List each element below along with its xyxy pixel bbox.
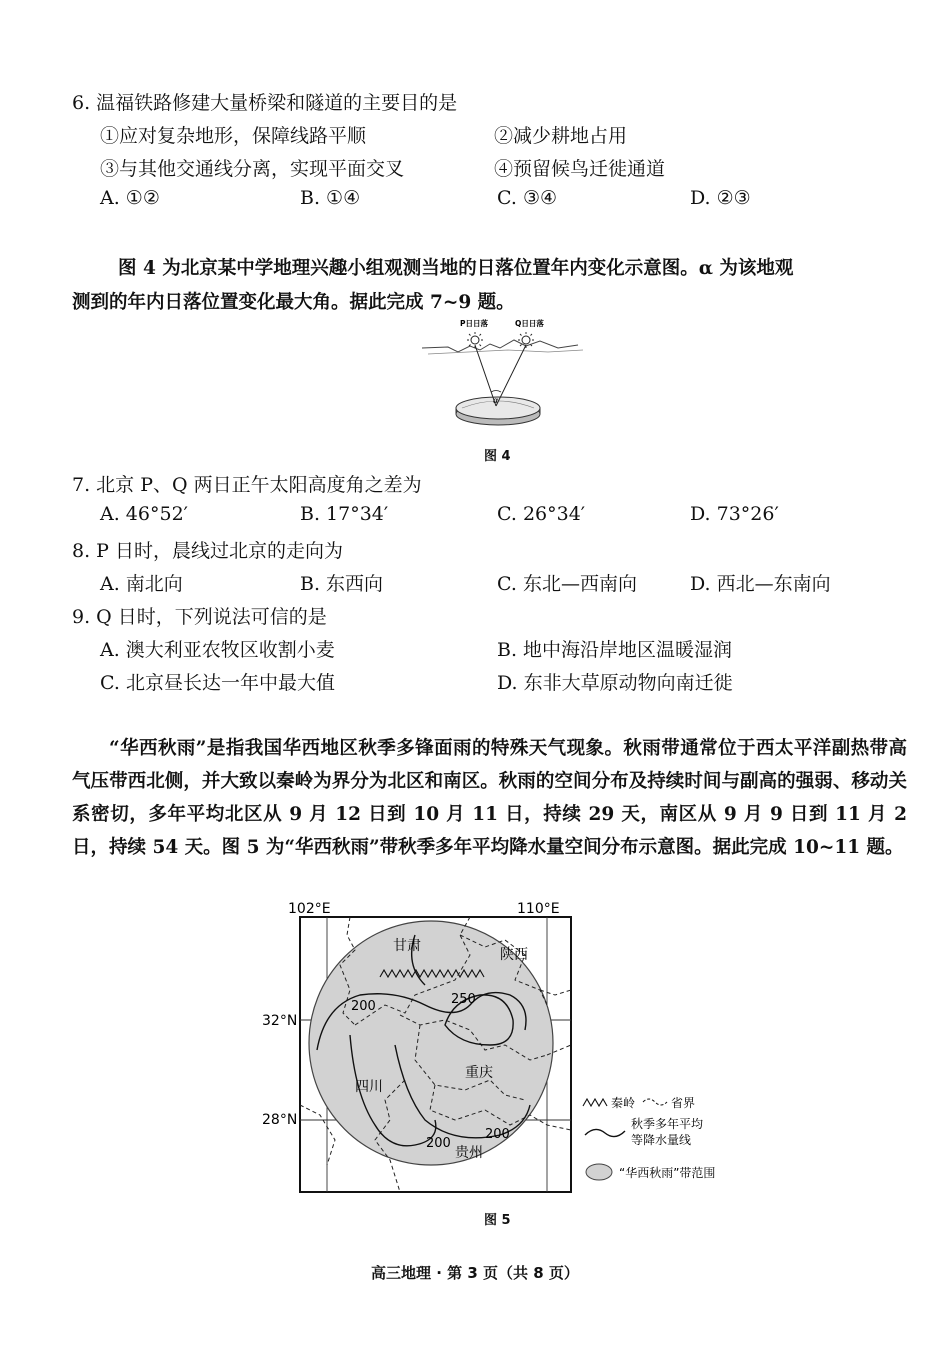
region-gansu: 甘肃 (393, 938, 421, 954)
q9-option-a: A. 澳大利亚农牧区收割小麦 (100, 639, 335, 661)
legend (583, 1095, 715, 1180)
q6-option-c: C. ③④ (497, 187, 558, 209)
fig5-lat-bottom: 28°N (262, 1112, 298, 1128)
legend-qinling-icon (583, 1099, 607, 1106)
legend-isoline-icon (585, 1129, 625, 1136)
legend-isoline-2: 等降水量线 (631, 1133, 692, 1147)
q8-option-b: B. 东西向 (300, 573, 384, 595)
figure-4 (418, 318, 588, 433)
q9-option-c: C. 北京昼长达一年中最大值 (100, 672, 335, 694)
q6-item-4: ④预留候鸟迁徙通道 (494, 158, 666, 180)
q6-item-2: ②减少耕地占用 (494, 125, 628, 147)
fig4-caption: 图 4 (484, 449, 511, 464)
intro1-line1: 图 4 为北京某中学地理兴趣小组观测当地的日落位置年内变化示意图。α 为该地观 (118, 258, 794, 279)
q6-stem: 6. 温福铁路修建大量桥梁和隧道的主要目的是 (72, 92, 458, 114)
fig4-alpha: α (493, 396, 499, 405)
q7-stem: 7. 北京 P、Q 两日正午太阳高度角之差为 (72, 474, 422, 496)
region-chongqing: 重庆 (465, 1065, 493, 1081)
q9-stem: 9. Q 日时，下列说法可信的是 (72, 606, 327, 628)
q8-stem: 8. P 日时，晨线过北京的走向为 (72, 540, 343, 562)
legend-band-icon (586, 1164, 612, 1180)
fig5-lon-right: 110°E (517, 901, 560, 917)
q9-option-d: D. 东非大草原动物向南迁徙 (497, 672, 733, 694)
q7-option-b: B. 17°34′ (300, 503, 389, 525)
q8-option-c: C. 东北—西南向 (497, 573, 637, 595)
intro2-paragraph: “华西秋雨”是指我国华西地区秋季多锋面雨的特殊天气现象。秋雨带通常位于西太平洋副热带高气压带西北侧，并大致以秦岭为界分为北区和南区。秋雨的空间分布及持续时间与副高的强弱、移动关系密切，多年平均北区从 9 月 12 日到 10 月 11 日，持续 29 天，南区从 9 月 9 日到 11 月 2 日，持续 54 天。图 5 为“华西秋雨”带秋季多年平均降水量空间分布示意图。据此完成 10~11 题。 (72, 738, 907, 858)
legend-border-icon (643, 1099, 667, 1105)
legend-band: “华西秋雨”带范围 (619, 1166, 716, 1180)
q6-option-a: A. ①② (100, 187, 160, 209)
legend-border: 省界 (671, 1096, 696, 1110)
q9-option-b: B. 地中海沿岸地区温暖湿润 (497, 639, 733, 661)
q6-item-3: ③与其他交通线分离，实现平面交叉 (100, 158, 405, 180)
isoline-label-200-a: 200 (351, 999, 376, 1014)
isoline-label-200-b: 200 (426, 1136, 451, 1151)
legend-qinling: 秦岭 (611, 1096, 636, 1110)
q6-item-1: ①应对复杂地形，保障线路平顺 (100, 125, 367, 147)
q8-option-d: D. 西北—东南向 (690, 573, 831, 595)
fig5-lat-top: 32°N (262, 1013, 298, 1029)
region-guizhou: 贵州 (455, 1145, 483, 1161)
isoline-label-250: 250 (451, 992, 476, 1007)
q6-option-d: D. ②③ (690, 187, 751, 209)
fig4-p-label: P日日落 (460, 319, 488, 328)
legend-isoline-1: 秋季多年平均 (631, 1117, 704, 1131)
figure-5 (255, 895, 755, 1200)
fig5-lon-left: 102°E (288, 901, 331, 917)
q7-option-c: C. 26°34′ (497, 503, 586, 525)
q6-option-b: B. ①④ (300, 187, 361, 209)
fig4-q-label: Q日日落 (515, 319, 544, 328)
intro1-line2: 测到的年内日落位置变化最大角。据此完成 7~9 题。 (72, 292, 515, 313)
region-shaanxi: 陕西 (500, 947, 528, 963)
q7-option-d: D. 73°26′ (690, 503, 779, 525)
q8-option-a: A. 南北向 (100, 573, 183, 595)
isoline-label-200-c: 200 (485, 1127, 510, 1142)
q7-option-a: A. 46°52′ (100, 503, 188, 525)
region-sichuan: 四川 (355, 1079, 383, 1095)
page-footer: 高三地理 · 第 3 页（共 8 页） (371, 1264, 579, 1282)
fig5-caption: 图 5 (484, 1213, 511, 1228)
